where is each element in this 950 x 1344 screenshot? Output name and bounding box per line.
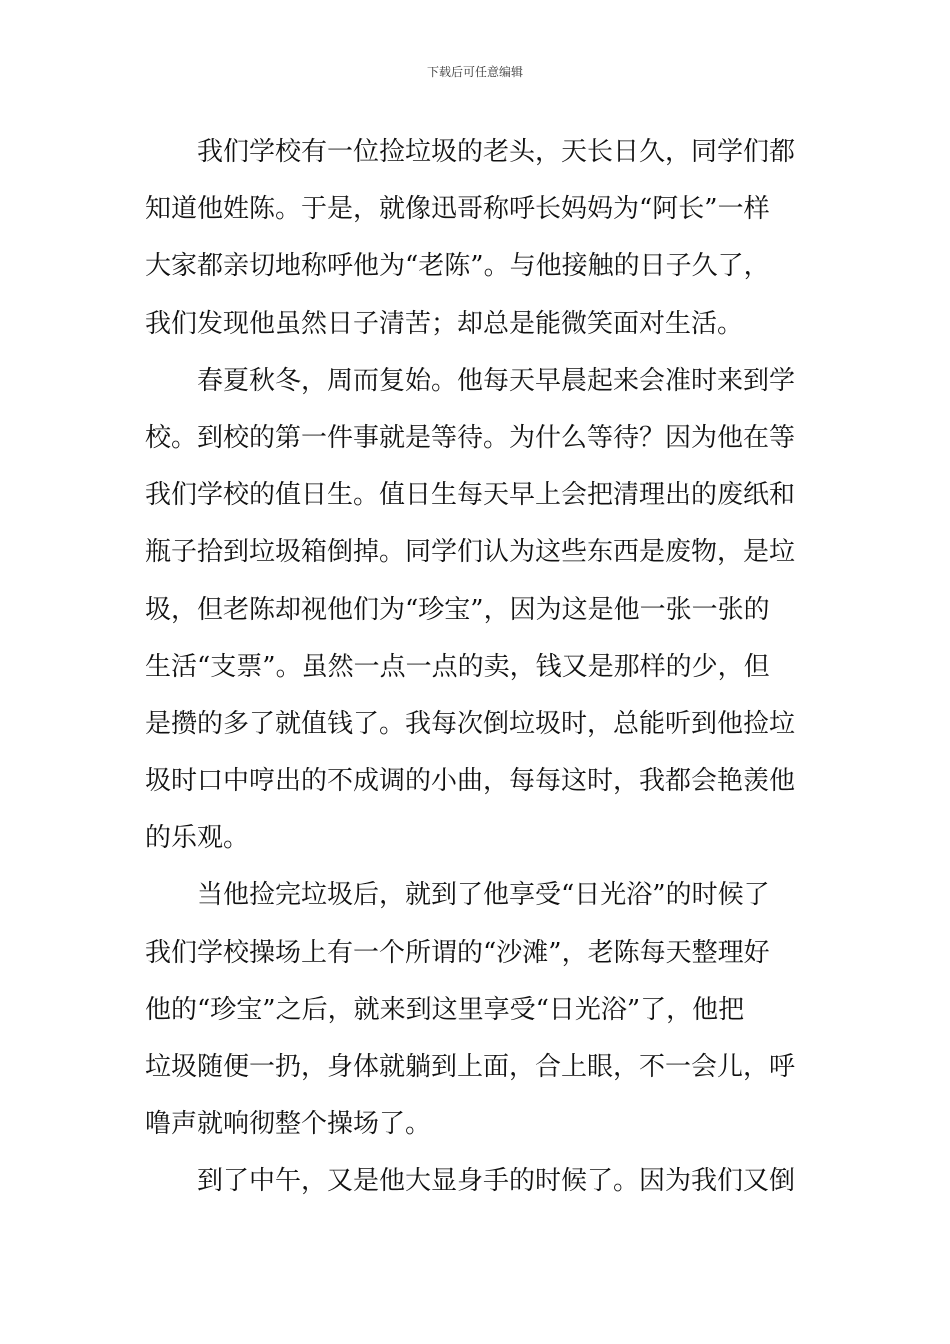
text-line: 他的“珍宝”之后，就来到这里享受“日光浴”了，他把 [145, 994, 745, 1025]
text-line: 生活“支票”。虽然一点一点的卖，钱又是那样的少，但 [145, 651, 770, 682]
text-line: 春夏秋冬，周而复始。他每天早晨起来会准时来到学 [197, 365, 796, 396]
text-line: 大家都亲切地称呼他为“老陈”。与他接触的日子久了， [145, 251, 770, 282]
text-line: 噜声就响彻整个操场了。 [145, 1109, 432, 1140]
text-line: 当他捡完垃圾后，就到了他享受“日光浴”的时候了 [197, 880, 770, 911]
text-line: 校。到校的第一件事就是等待。为什么等待？因为他在等 [145, 422, 796, 453]
text-line: 我们学校有一位捡垃圾的老头，天长日久，同学们都 [197, 137, 796, 167]
text-line: 圾时口中哼出的不成调的小曲，每每这时，我都会艳羡他 [145, 766, 796, 797]
page-header: 下载后可任意编辑 [426, 65, 523, 79]
text-line: 的乐观。 [145, 823, 250, 854]
text-line: 知道他姓陈。于是，就像迅哥称呼长妈妈为“阿长”一样 [145, 194, 770, 225]
text-line: 垃圾随便一扔，身体就躺到上面，合上眼，不一会儿，呼 [145, 1052, 796, 1082]
text-line: 我们发现他虽然日子清苦；却总是能微笑面对生活。 [145, 308, 744, 339]
text-line: 到了中午，又是他大显身手的时候了。因为我们又倒 [197, 1166, 796, 1197]
text-line: 是攒的多了就值钱了。我每次倒垃圾时，总能听到他捡垃 [145, 708, 796, 739]
document-body [145, 124, 807, 1211]
text-line: 圾，但老陈却视他们为“珍宝”，因为这是他一张一张的 [145, 594, 770, 625]
text-line: 瓶子拾到垃圾箱倒掉。同学们认为这些东西是废物，是垃 [145, 537, 796, 568]
text-line: 我们学校操场上有一个所谓的“沙滩”，老陈每天整理好 [145, 937, 770, 968]
text-line: 我们学校的值日生。值日生每天早上会把清理出的废纸和 [145, 480, 796, 511]
